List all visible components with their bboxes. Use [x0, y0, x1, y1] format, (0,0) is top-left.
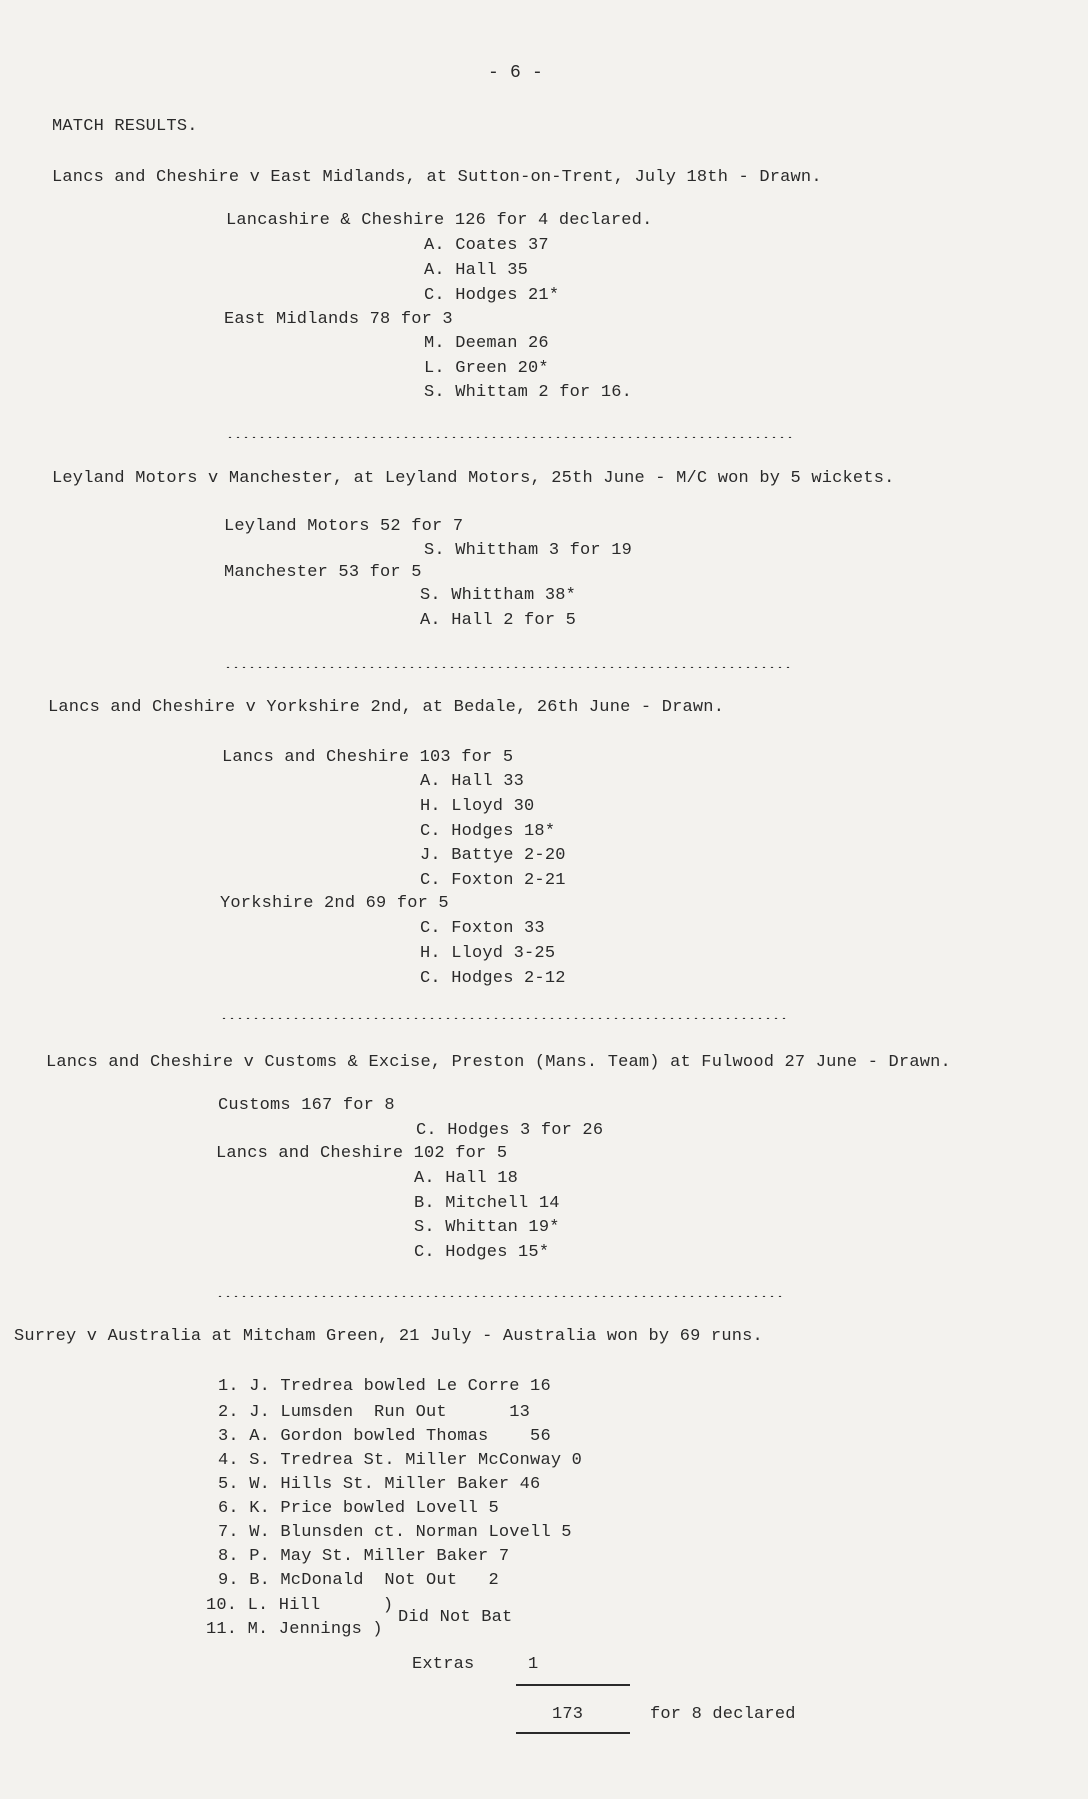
- did-not-bat-label: Did Not Bat: [398, 1608, 513, 1627]
- innings-line: Lancs and Cheshire 103 for 5: [222, 748, 514, 767]
- section-heading: MATCH RESULTS.: [52, 117, 198, 136]
- player-score: A. Hall 2 for 5: [420, 611, 577, 630]
- player-score: S. Whittan 19*: [414, 1218, 560, 1237]
- player-score: A. Hall 18: [414, 1169, 519, 1188]
- batting-line: 5. W. Hills St. Miller Baker 46: [218, 1475, 541, 1494]
- player-score: H. Lloyd 30: [420, 797, 535, 816]
- extras-label: Extras: [412, 1655, 475, 1674]
- dotted-separator: [226, 436, 796, 438]
- player-score: J. Battye 2-20: [420, 846, 566, 865]
- batting-line: 6. K. Price bowled Lovell 5: [218, 1499, 499, 1518]
- batting-line: 8. P. May St. Miller Baker 7: [218, 1547, 510, 1566]
- player-score: L. Green 20*: [424, 359, 549, 378]
- batting-line: 11. M. Jennings ): [206, 1620, 383, 1639]
- player-score: B. Mitchell 14: [414, 1194, 560, 1213]
- total-rule-bottom: [516, 1732, 630, 1734]
- player-score: A. Coates 37: [424, 236, 549, 255]
- dotted-separator: [224, 666, 794, 668]
- player-score: C. Foxton 33: [420, 919, 545, 938]
- player-score: C. Hodges 2-12: [420, 969, 566, 988]
- batting-line: 1. J. Tredrea bowled Le Corre 16: [218, 1377, 551, 1396]
- player-score: S. Whittham 38*: [420, 586, 577, 605]
- innings-line: Customs 167 for 8: [218, 1096, 395, 1115]
- player-score: H. Lloyd 3-25: [420, 944, 556, 963]
- match-title: Surrey v Australia at Mitcham Green, 21 July - Australia won by 69 runs.: [14, 1327, 763, 1346]
- player-score: M. Deeman 26: [424, 334, 549, 353]
- extras-value: 1: [528, 1655, 539, 1674]
- innings-line: Lancs and Cheshire 102 for 5: [216, 1144, 508, 1163]
- batting-line: 9. B. McDonald Not Out 2: [218, 1571, 499, 1590]
- player-score: C. Hodges 18*: [420, 822, 556, 841]
- innings-line: Manchester 53 for 5: [224, 563, 422, 582]
- total-rule-top: [516, 1684, 630, 1686]
- dotted-separator: [220, 1017, 790, 1019]
- batting-line: 7. W. Blunsden ct. Norman Lovell 5: [218, 1523, 572, 1542]
- match-title: Lancs and Cheshire v Yorkshire 2nd, at Bedale, 26th June - Drawn.: [48, 698, 725, 717]
- player-score: S. Whittam 2 for 16.: [424, 383, 633, 402]
- innings-line: Lancashire & Cheshire 126 for 4 declared.: [226, 211, 653, 230]
- player-score: S. Whittham 3 for 19: [424, 541, 633, 560]
- player-score: A. Hall 35: [424, 261, 529, 280]
- player-score: C. Hodges 21*: [424, 286, 560, 305]
- match-title: Leyland Motors v Manchester, at Leyland Motors, 25th June - M/C won by 5 wickets.: [52, 469, 895, 488]
- innings-total: 173: [552, 1705, 584, 1724]
- page-number: - 6 -: [488, 63, 544, 83]
- total-note: for 8 declared: [650, 1705, 796, 1724]
- innings-line: Yorkshire 2nd 69 for 5: [220, 894, 449, 913]
- innings-line: Leyland Motors 52 for 7: [224, 517, 464, 536]
- match-title: Lancs and Cheshire v East Midlands, at Sutton-on-Trent, July 18th - Drawn.: [52, 168, 822, 187]
- match-title: Lancs and Cheshire v Customs & Excise, Preston (Mans. Team) at Fulwood 27 June - Drawn.: [46, 1053, 951, 1072]
- player-score: C. Hodges 3 for 26: [416, 1121, 604, 1140]
- player-score: C. Foxton 2-21: [420, 871, 566, 890]
- dotted-separator: [216, 1295, 786, 1297]
- batting-line: 4. S. Tredrea St. Miller McConway 0: [218, 1451, 583, 1470]
- innings-line: East Midlands 78 for 3: [224, 310, 453, 329]
- player-score: A. Hall 33: [420, 772, 525, 791]
- batting-line: 3. A. Gordon bowled Thomas 56: [218, 1427, 551, 1446]
- batting-line: 10. L. Hill ): [206, 1596, 394, 1615]
- player-score: C. Hodges 15*: [414, 1243, 550, 1262]
- batting-line: 2. J. Lumsden Run Out 13: [218, 1403, 531, 1422]
